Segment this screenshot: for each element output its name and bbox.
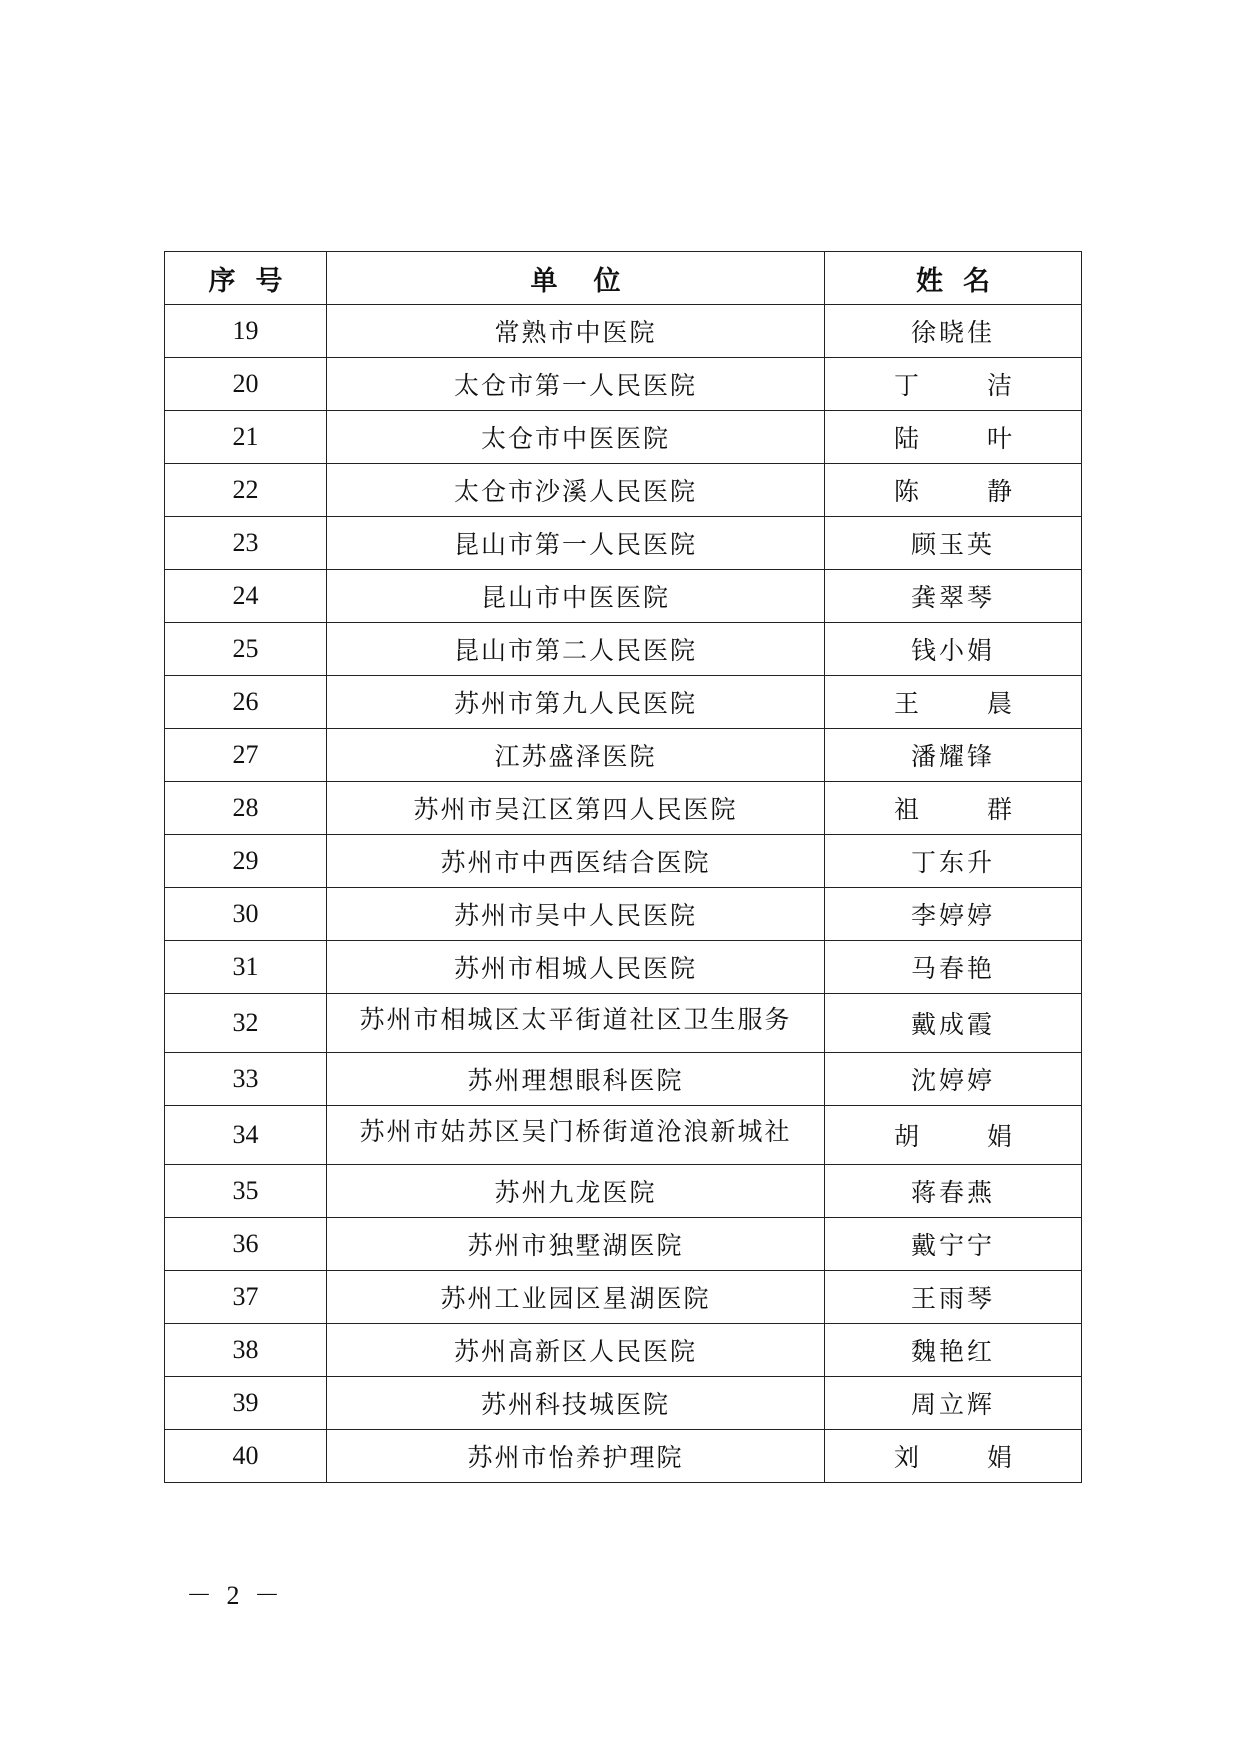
table-row (165, 570, 1082, 623)
row-name (825, 305, 1082, 358)
table-row (165, 411, 1082, 464)
row-name-text: 潘耀锋 (910, 742, 995, 771)
row-name-text: 魏艳红 (910, 1337, 995, 1366)
table-row (165, 1430, 1082, 1483)
row-name (825, 1324, 1082, 1377)
row-name (825, 623, 1082, 676)
table-row (165, 676, 1082, 729)
row-sequence: 28 (165, 782, 327, 835)
row-sequence: 40 (165, 1430, 327, 1483)
row-name (825, 1218, 1082, 1271)
row-name-text: 丁 洁 (894, 371, 1042, 400)
row-name (825, 358, 1082, 411)
row-name-text: 周立辉 (910, 1390, 995, 1419)
row-name (825, 570, 1082, 623)
row-unit: 苏州科技城医院 (327, 1377, 825, 1430)
row-name-text: 陈 静 (894, 477, 1042, 506)
row-name-text: 王 晨 (894, 689, 1042, 718)
row-unit: 苏州工业园区星湖医院 (327, 1271, 825, 1324)
row-sequence: 32 (165, 994, 327, 1053)
table-row (165, 623, 1082, 676)
table-row (165, 1053, 1082, 1106)
row-sequence: 23 (165, 517, 327, 570)
row-name-text: 陆 叶 (894, 424, 1042, 453)
table-row (165, 358, 1082, 411)
row-unit: 常熟市中医院 (327, 305, 825, 358)
row-name-text: 丁东升 (910, 848, 995, 877)
table-row (165, 305, 1082, 358)
row-unit: 苏州市中西医结合医院 (327, 835, 825, 888)
row-name-text: 戴成霞 (910, 1010, 995, 1039)
table-row (165, 464, 1082, 517)
row-sequence: 21 (165, 411, 327, 464)
row-name-text: 王雨琴 (910, 1284, 995, 1313)
row-sequence: 26 (165, 676, 327, 729)
table-row (165, 1106, 1082, 1165)
row-name-text: 祖 群 (894, 795, 1042, 824)
row-name (825, 464, 1082, 517)
row-unit: 苏州市独墅湖医院 (327, 1218, 825, 1271)
table-row (165, 941, 1082, 994)
table-row (165, 782, 1082, 835)
table-row (165, 517, 1082, 570)
row-unit: 太仓市第一人民医院 (327, 358, 825, 411)
table-row (165, 1218, 1082, 1271)
row-name (825, 517, 1082, 570)
page-number: － 2 － (186, 1581, 285, 1610)
row-name-text: 刘 娟 (894, 1443, 1042, 1472)
row-sequence: 37 (165, 1271, 327, 1324)
row-sequence: 20 (165, 358, 327, 411)
row-sequence: 25 (165, 623, 327, 676)
row-unit: 苏州市怡养护理院 (327, 1430, 825, 1483)
row-unit: 苏州理想眼科医院 (327, 1053, 825, 1106)
row-sequence: 29 (165, 835, 327, 888)
row-name (825, 1165, 1082, 1218)
table-row (165, 1324, 1082, 1377)
row-sequence: 24 (165, 570, 327, 623)
row-sequence: 39 (165, 1377, 327, 1430)
row-unit: 苏州市相城区太平街道社区卫生服务 (327, 994, 825, 1053)
row-name (825, 1377, 1082, 1430)
row-name-text: 李婷婷 (910, 901, 995, 930)
row-name (825, 729, 1082, 782)
row-name (825, 1271, 1082, 1324)
header-unit: 单位 (327, 252, 825, 305)
row-sequence: 30 (165, 888, 327, 941)
table-header-row (165, 252, 1082, 305)
row-name-text: 徐晓佳 (910, 318, 995, 347)
row-name (825, 835, 1082, 888)
row-name (825, 1430, 1082, 1483)
row-unit: 太仓市中医医院 (327, 411, 825, 464)
row-unit: 太仓市沙溪人民医院 (327, 464, 825, 517)
row-name (825, 411, 1082, 464)
row-name-text: 顾玉英 (910, 530, 995, 559)
table-row (165, 729, 1082, 782)
row-sequence: 38 (165, 1324, 327, 1377)
header-sequence: 序号 (165, 252, 327, 305)
row-sequence: 27 (165, 729, 327, 782)
row-unit: 苏州市相城人民医院 (327, 941, 825, 994)
row-unit: 苏州高新区人民医院 (327, 1324, 825, 1377)
row-sequence: 22 (165, 464, 327, 517)
row-name-text: 胡 娟 (894, 1122, 1042, 1151)
row-unit: 苏州市吴江区第四人民医院 (327, 782, 825, 835)
row-name (825, 1053, 1082, 1106)
row-sequence: 33 (165, 1053, 327, 1106)
row-unit: 苏州市姑苏区吴门桥街道沧浪新城社 (327, 1106, 825, 1165)
row-unit: 江苏盛泽医院 (327, 729, 825, 782)
row-name-text: 沈婷婷 (910, 1066, 995, 1095)
table-row (165, 888, 1082, 941)
row-name (825, 941, 1082, 994)
row-name (825, 994, 1082, 1053)
row-name (825, 676, 1082, 729)
row-unit: 苏州九龙医院 (327, 1165, 825, 1218)
row-name-text: 钱小娟 (910, 636, 995, 665)
row-sequence: 35 (165, 1165, 327, 1218)
roster-table (164, 251, 1082, 1483)
row-sequence: 34 (165, 1106, 327, 1165)
row-name-text: 龚翠琴 (910, 583, 995, 612)
row-name (825, 1106, 1082, 1165)
row-sequence: 31 (165, 941, 327, 994)
row-sequence: 36 (165, 1218, 327, 1271)
table-row (165, 1377, 1082, 1430)
row-name (825, 888, 1082, 941)
row-unit: 昆山市中医医院 (327, 570, 825, 623)
row-sequence: 19 (165, 305, 327, 358)
table-row (165, 994, 1082, 1053)
row-unit: 苏州市第九人民医院 (327, 676, 825, 729)
row-unit: 苏州市吴中人民医院 (327, 888, 825, 941)
row-name-text: 蒋春燕 (910, 1178, 995, 1207)
row-name-text: 马春艳 (910, 954, 995, 983)
row-unit: 昆山市第一人民医院 (327, 517, 825, 570)
table-row (165, 1271, 1082, 1324)
header-name: 姓名 (825, 252, 1082, 305)
table-row (165, 835, 1082, 888)
table-row (165, 1165, 1082, 1218)
row-name-text: 戴宁宁 (910, 1231, 995, 1260)
row-unit: 昆山市第二人民医院 (327, 623, 825, 676)
row-name (825, 782, 1082, 835)
